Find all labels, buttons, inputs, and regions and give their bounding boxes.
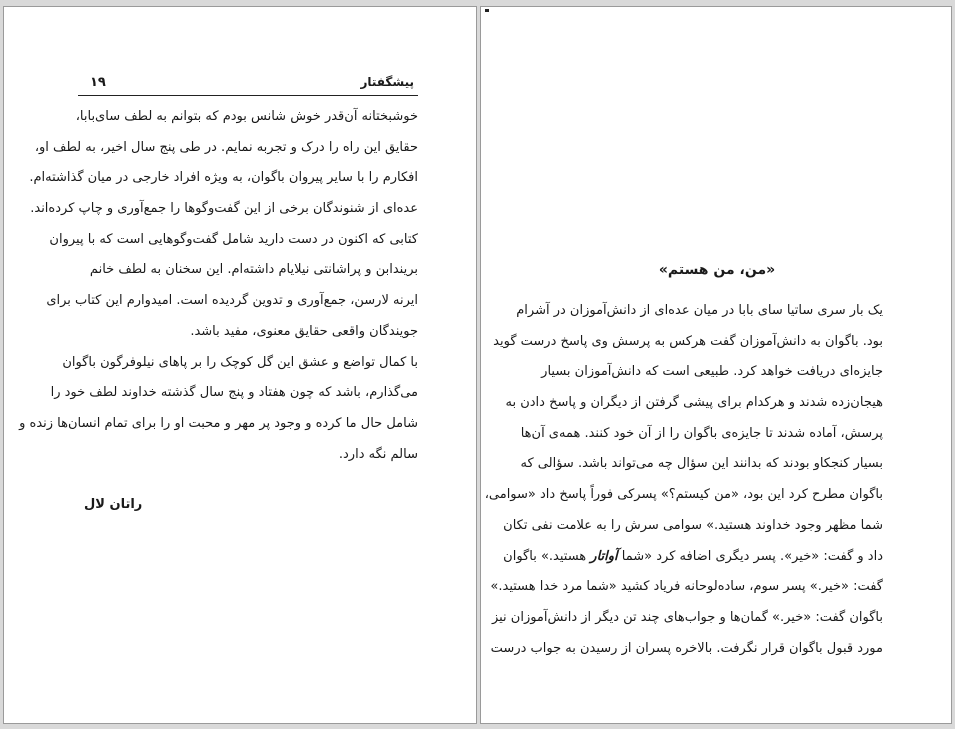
text-run: هیجان‌زده شدند و هرکدام برای پیشی گرفتن از دیگران و پاسخ دادن به — [505, 395, 883, 411]
left-page — [3, 6, 477, 724]
page-corner-mark — [485, 9, 489, 12]
text-line — [491, 603, 883, 634]
paragraph-2 — [19, 348, 418, 471]
text-line: سالم نگه دارد. — [338, 446, 418, 462]
author-signature: راتان لال — [84, 497, 143, 512]
text-line — [505, 388, 883, 419]
text-line: خوشبختانه آن‌قدر خوش شانس بودم که بتوانم به لطف سای‌بابا، — [75, 109, 418, 124]
text-line: شامل حال ما کرده و وجود پر مهر و محبت او را برای تمام انسان‌ها زنده و — [19, 415, 418, 431]
section-heading: «من، من هستم» — [658, 262, 776, 278]
left-page-body — [19, 102, 418, 470]
text-line: کتابی که اکنون در دست دارید شامل گفت‌وگوهایی است که با پیروان — [49, 231, 418, 247]
text-line — [484, 480, 883, 511]
text-line: حقایق این راه را درک و تجربه نمایم. در طی پنج سال اخیر، به لطف او، — [34, 139, 418, 155]
text-line — [520, 419, 883, 450]
text-line: بریندابن و پراشانتی نیلایام داشته‌ام. این سخنان به لطف خانم — [89, 262, 418, 278]
text-line: با کمال تواضع و عشق این گل کوچک را بر پاهای نیلوفرگون باگوان — [62, 354, 418, 370]
text-run: شما مظهر وجود خداوند هستید.» سوامی سرش را به علامت نفی تکان — [503, 517, 883, 533]
text-line — [490, 572, 883, 603]
text-line — [503, 511, 883, 542]
text-run: پرسش، آماده شدند تا جایزه‌ی باگوان را از آن خود کنند. همه‌ی آن‌ها — [520, 425, 883, 441]
text-line — [490, 634, 883, 665]
text-line: جویندگان واقعی حقایق معنوی، مفید باشد. — [190, 323, 418, 339]
text-line: عده‌ای از شنوندگان برخی از این گفت‌وگوها را جمع‌آوری و چاپ کرده‌اند. — [30, 201, 418, 217]
running-head — [78, 73, 418, 96]
right-page-body — [484, 296, 883, 664]
text-run: هستید.» باگوان — [503, 548, 591, 564]
text-line: افکارم را با سایر پیروان باگوان، به ویژه افراد خارجی در میان گذاشته‌ام. — [29, 170, 418, 186]
text-run: مورد قبول باگوان قرار نگرفت. بالاخره پسران از رسیدن به جواب درست — [490, 640, 883, 656]
text-line: می‌گذارم، باشد که چون هفتاد و پنج سال گذشته خداوند لطف خود را — [50, 385, 418, 401]
right-page — [480, 6, 952, 724]
text-run: داد و گفت: «خیر». پسر دیگری اضافه کرد «شما — [617, 548, 883, 564]
text-run: بسیار کنجکاو بودند که بدانند این سؤال چه می‌تواند باشد. سؤالی که — [520, 456, 883, 472]
text-run: یک بار سری ساتیا سای بابا در میان عده‌ای از دانش‌آموزان در آشرام — [516, 303, 883, 318]
text-run: بود. باگوان به دانش‌آموزان گفت هرکس به پرسش وی پاسخ درست گوید — [493, 333, 883, 349]
paragraph-1 — [29, 102, 418, 348]
emphasized-term: آواتار — [590, 548, 618, 564]
text-run: باگوان مطرح کرد این بود، «من کیستم؟» پسرکی فوراً پاسخ داد «سوامی، — [484, 487, 883, 503]
text-run: گفت: «خیر.» پسر سوم، ساده‌لوحانه فریاد کشید «شما مرد خدا هستید.» — [490, 579, 883, 595]
text-line — [493, 327, 883, 358]
text-run: جایزه‌ای دریافت خواهد کرد. طبیعی است که دانش‌آموزان بسیار — [541, 364, 883, 380]
chapter-title: پیشگفتار — [360, 75, 414, 89]
text-line: ایرنه لارسن، جمع‌آوری و تدوین گردیده است. امیدوارم این کتاب برای — [46, 293, 418, 309]
text-line — [541, 357, 883, 388]
page-number: ۱۹ — [90, 75, 106, 90]
text-line — [503, 542, 883, 573]
text-line — [520, 449, 883, 480]
text-line — [516, 296, 883, 327]
text-run: باگوان گفت: «خیر.» گمان‌ها و جواب‌های چند تن دیگر از دانش‌آموزان نیز — [491, 609, 883, 625]
